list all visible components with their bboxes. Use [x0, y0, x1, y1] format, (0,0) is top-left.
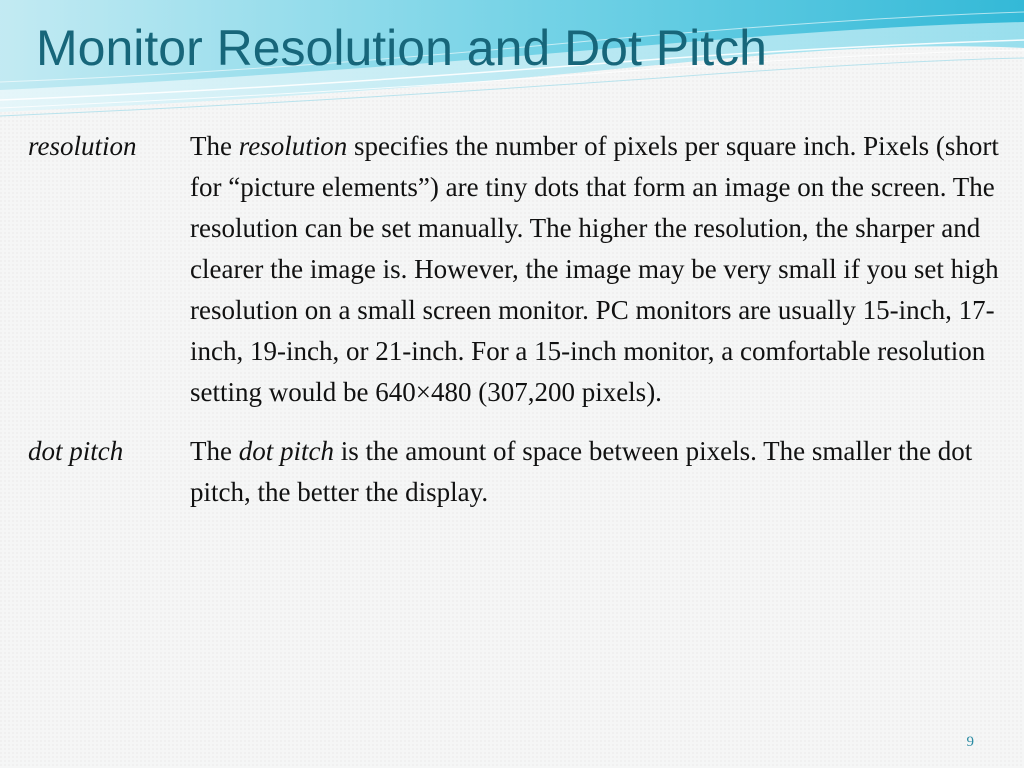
description-text: The: [190, 131, 239, 161]
description-text: specifies the number of pixels per square inch. Pixels (short for “picture elements”) are tiny dots that form an image on the screen. The resolution can be set manually. The higher the resolution, the sharper and clearer the image is. However, the image may be very small if you set high resolution on a small screen monitor. PC monitors are usually 15-inch, 17-inch, 19-inch, or 21-inch. For a 15-inch monitor, a comfortable resolution setting would be 640×480 (307,200 pixels).: [190, 131, 999, 407]
definition-description: [190, 126, 1016, 413]
definition-list: [28, 126, 1018, 513]
definition-row-dot-pitch: [28, 431, 1018, 513]
description-text: is the amount of space between pixels. The smaller the dot pitch, the better the display.: [190, 436, 973, 507]
definition-description: [190, 431, 1016, 513]
definition-term: dot pitch: [28, 436, 124, 466]
description-emphasis: dot pitch: [238, 436, 334, 466]
description-emphasis: resolution: [238, 131, 348, 161]
definition-term: resolution: [28, 131, 137, 161]
definition-row-resolution: [28, 126, 1018, 413]
slide-title: Monitor Resolution and Dot Pitch: [36, 20, 767, 76]
description-text: The: [190, 436, 239, 466]
page-number: 9: [966, 734, 974, 750]
